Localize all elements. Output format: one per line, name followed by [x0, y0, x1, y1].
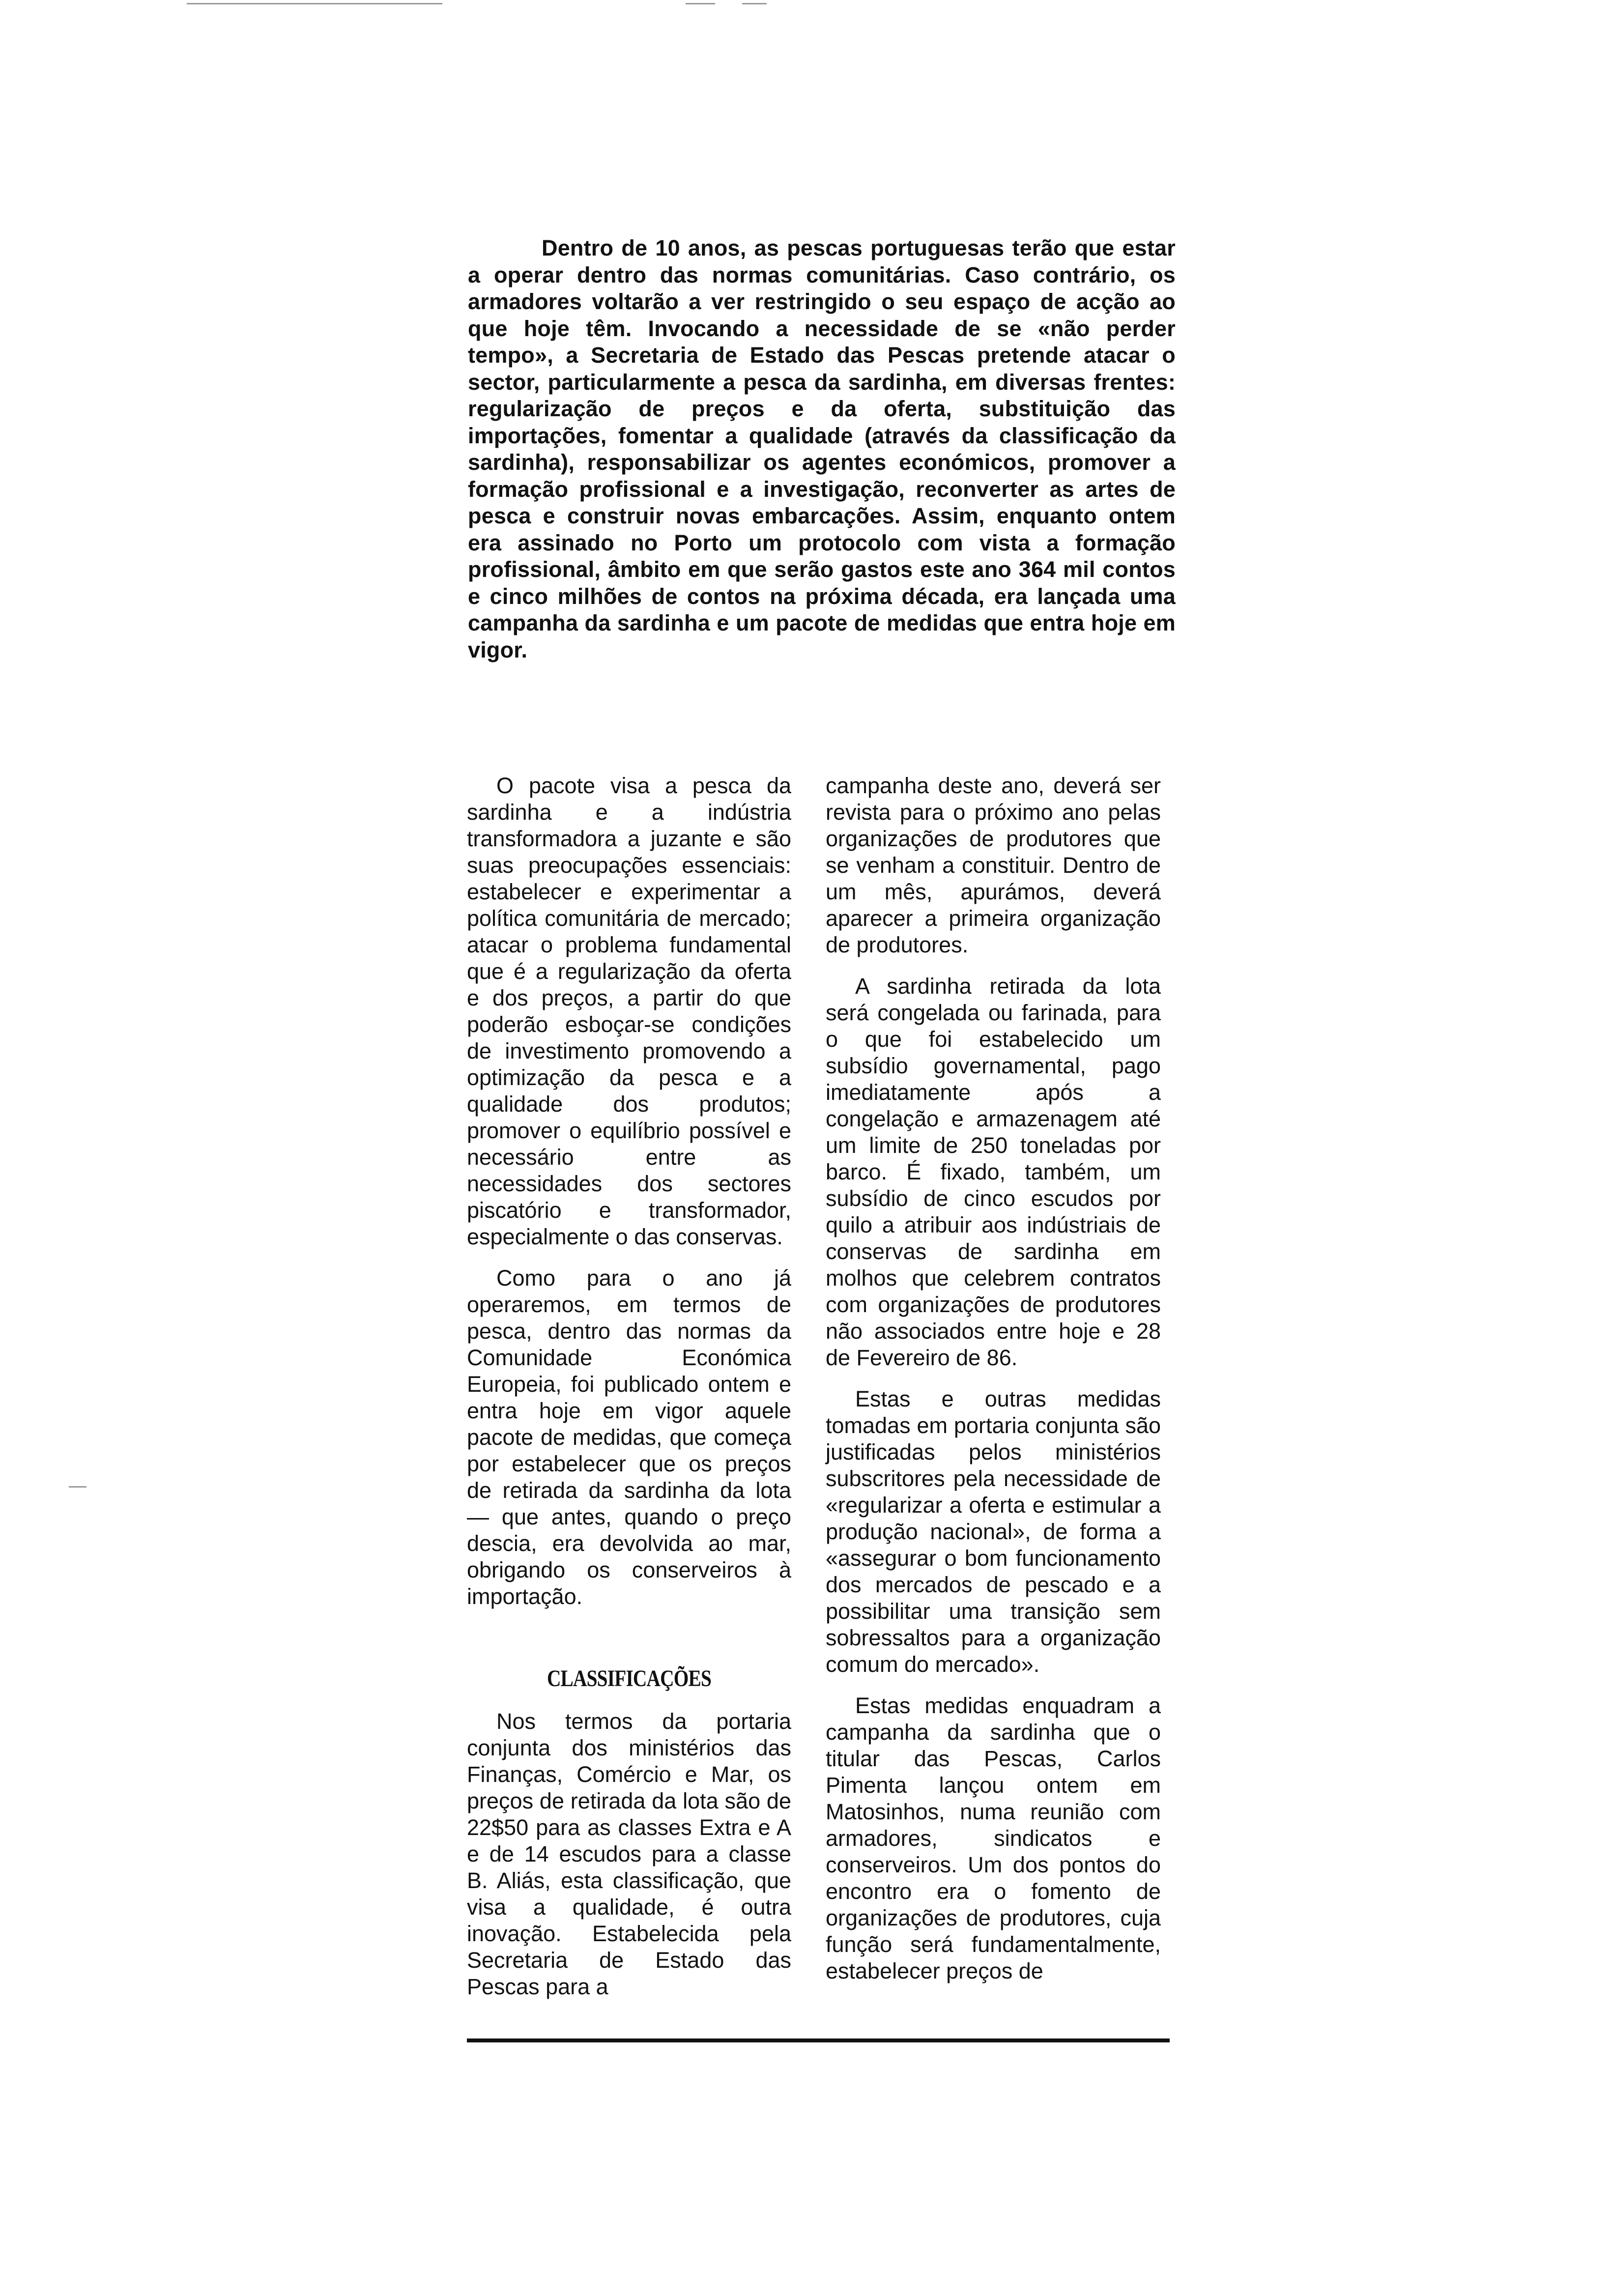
- left-paragraph-2: Como para o ano já operaremos, em termos de pesca, dentro das normas da Comunidade Económica Europeia, foi publicado ontem e entra hoje em vigor aquele pacote de medidas, que começa por estabelecer que os preços de retirada da sardinha da lota — que antes, quando o preço descia, era devolvida ao mar, obrigando os conserveiros à importação.: [467, 1265, 791, 1609]
- right-paragraph-1: campanha deste ano, deverá ser revista para o próximo ano pelas organizações de produtores que se venham a constituir. Dentro de um mês, apurámos, deverá aparecer a primeira organização de produtores.: [826, 773, 1161, 957]
- right-column: [826, 773, 1161, 1999]
- bottom-rule: [467, 2038, 1170, 2042]
- left-paragraph-3: Nos termos da portaria conjunta dos ministérios das Finanças, Comércio e Mar, os preços de retirada da lota são de 22$50 para as classes Extra e A e de 14 escudos para a classe B. Aliás, esta classificação, que visa a qualidade, é outra inovação. Estabelecida pela Secretaria de Estado das Pescas para a: [467, 1709, 791, 1999]
- left-column: [467, 773, 791, 2015]
- right-paragraph-4: Estas medidas enquadram a campanha da sardinha que o titular das Pescas, Carlos Pimenta lançou ontem em Matosinhos, numa reunião com armadores, sindicatos e conserveiros. Um dos pontos do encontro era o fomento de organizações de produtores, cuja função será fundamentalmente, estabelecer preços de: [826, 1693, 1161, 1983]
- right-paragraph-2: A sardinha retirada da lota será congelada ou farinada, para o que foi estabelecido um subsídio governamental, pago imediatamente após a congelação e armazenagem até um limite de 250 toneladas por barco. É fixado, também, um subsídio de cinco escudos por quilo a atribuir aos indústriais de conservas de sardinha em molhos que celebrem contratos com organizações de produtores não associados entre hoje e 28 de Fevereiro de 86.: [826, 974, 1161, 1370]
- scan-artifact-line: [742, 3, 767, 4]
- left-paragraph-1: O pacote visa a pesca da sardinha e a indústria transformadora a juzante e são suas preocupações essenciais: estabelecer e experimentar a política comunitária de mercado; atacar o problema fundamental que é a regularização da oferta e dos preços, a partir do que poderão esboçar-se condições de investimento promovendo a optimização da pesca e a qualidade dos produtos; promover o equilíbrio possível e necessário entre as necessidades dos sectores piscatório e transformador, especialmente o das conservas.: [467, 773, 791, 1249]
- scan-artifact-line: [187, 3, 442, 4]
- scan-artifact-mark: [69, 1486, 86, 1488]
- article-lead: Dentro de 10 anos, as pescas portuguesas terão que estar a operar dentro das normas comunitárias. Caso contrário, os armadores voltarão a ver restringido o seu espaço de acção ao que hoje têm. Invocando a necessidade de se «não perder tempo», a Secretaria de Estado das Pescas pretende atacar o sector, particularmente a pesca da sardinha, em diversas frentes: regularização de preços e da oferta, substituição das importações, fomentar a qualidade (através da classificação da sardinha), responsabilizar os agentes económicos, promover a formação profissional e a investigação, reconverter as artes de pesca e construir novas embarcações. Assim, enquanto ontem era assinado no Porto um protocolo com vista a formação profissional, âmbito em que serão gastos este ano 364 mil contos e cinco milhões de contos na próxima década, era lançada uma campanha da sardinha e um pacote de medidas que entra hoje em vigor.: [468, 235, 1176, 662]
- scan-artifact-line: [686, 3, 715, 4]
- section-heading: CLASSIFICAÇÕES: [547, 1665, 712, 1692]
- right-paragraph-3: Estas e outras medidas tomadas em portaria conjunta são justificadas pelos ministérios subscritores pela necessidade de «regularizar a oferta e estimular a produção nacional», de forma a «assegurar o bom funcionamento dos mercados de pescado e a possibilitar uma transição sem sobressaltos para a organização comum do mercado».: [826, 1386, 1161, 1677]
